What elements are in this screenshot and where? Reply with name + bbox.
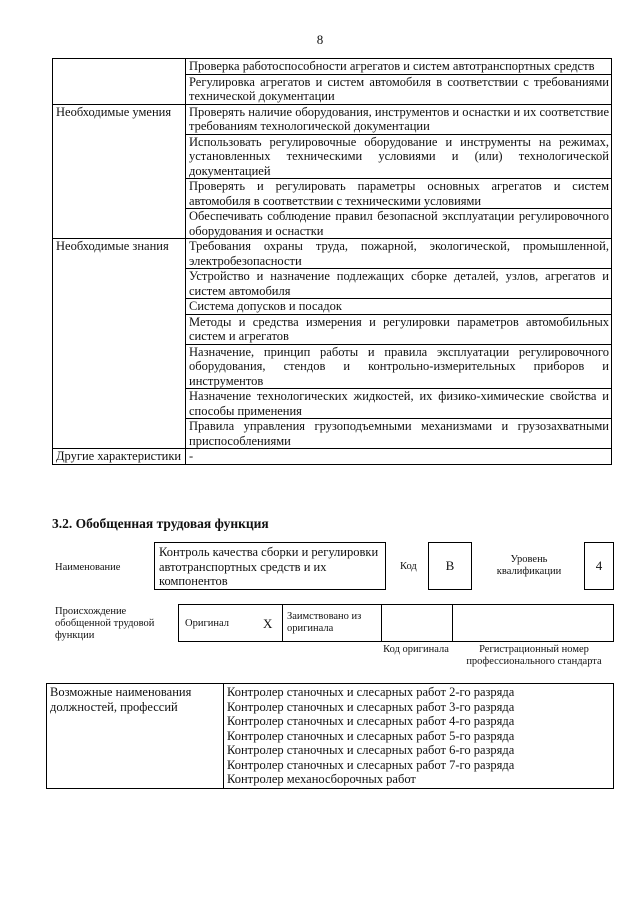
position-item: Контролер станочных и слесарных работ 6-го разряда (227, 743, 515, 757)
requirement-row (53, 104, 612, 134)
requirement-item: Проверять наличие оборудования, инструментов и оснастки и их соответствие требованиям технологической документации (186, 104, 612, 134)
gtf-code-label: Код (400, 561, 417, 572)
origin-label: Происхождение обобщенной трудовой функции (55, 606, 155, 641)
gtf-level-box (584, 542, 614, 590)
requirement-item: Требования охраны труда, пожарной, экологической, промышленной, электробезопасности (186, 239, 612, 269)
requirement-item: Устройство и назначение подлежащих сборке деталей, узлов, агрегатов и систем автомобиля (186, 269, 612, 299)
requirement-category: Необходимые умения (53, 104, 186, 239)
section-heading: 3.2. Обобщенная трудовая функция (52, 516, 269, 531)
requirement-item: Проверять и регулировать параметры основных агрегатов и систем автомобиля в соответствии с техническими условиями (186, 179, 612, 209)
origin-original-mark: X (263, 616, 273, 631)
requirement-category: Необходимые знания (53, 239, 186, 449)
positions-row (47, 684, 614, 789)
requirement-item: Правила управления грузоподъемными механизмами и грузозахватными приспособлениями (186, 419, 612, 449)
gtf-level-value: 4 (595, 558, 603, 573)
positions-table (46, 683, 614, 789)
position-item: Контролер станочных и слесарных работ 7-го разряда (227, 757, 515, 772)
requirement-item: Система допусков и посадок (186, 299, 612, 315)
requirement-item: Использовать регулировочные оборудование и инструменты на режимах, установленных техническими условиями и (или) технологической документацией (186, 134, 612, 179)
gtf-name-box (154, 542, 386, 590)
position-item: Контролер станочных и слесарных работ 3-го разряда (227, 699, 515, 714)
gtf-name-value: Контроль качества сборки и регулировки автотранспортных средств и их компонентов (159, 545, 379, 588)
requirement-item: Назначение, принцип работы и правила эксплуатации регулировочного оборудования, стендов и контрольно-измерительных приборов и инструментов (186, 344, 612, 389)
gtf-code-value: B (445, 558, 455, 573)
requirement-item: Регулировка агрегатов и систем автомобиля в соответствии с требованиями технической документации (186, 74, 612, 104)
requirement-item: Методы и средства измерения и регулировки параметров автомобильных систем и агрегатов (186, 314, 612, 344)
origin-divider-3 (452, 605, 453, 641)
origin-original-label: Оригинал (185, 618, 229, 629)
requirement-row (53, 239, 612, 269)
requirement-item: Проверка работоспособности агрегатов и систем автотранспортных средств (186, 59, 612, 75)
positions-label: Возможные наименования должностей, профессий (47, 684, 224, 789)
requirement-row (53, 449, 612, 465)
origin-divider-1 (282, 605, 283, 641)
position-item: Контролер станочных и слесарных работ 5-го разряда (227, 728, 515, 743)
gtf-code-box (428, 542, 472, 590)
requirement-category (53, 59, 186, 105)
gtf-name-label: Наименование (55, 562, 121, 573)
requirements-table (52, 58, 612, 465)
position-item: Контролер механосборочных работ (227, 772, 416, 786)
origin-box (178, 604, 614, 642)
gtf-level-label: Уровень квалификации (496, 554, 562, 577)
origin-divider-2 (381, 605, 382, 641)
position-item: Контролер станочных и слесарных работ 2-го разряда (227, 685, 515, 699)
requirement-row (53, 59, 612, 75)
page-number: 8 (316, 32, 324, 47)
requirement-category: Другие характеристики (53, 449, 186, 465)
position-item: Контролер станочных и слесарных работ 4-го разряда (227, 714, 515, 728)
requirement-item: Назначение технологических жидкостей, их физико-химические свойства и способы применения (186, 389, 612, 419)
requirement-item: - (186, 449, 612, 465)
origin-reg-caption: Регистрационный номер профессионального стандарта (466, 644, 602, 667)
origin-code-caption: Код оригинала (383, 644, 449, 655)
origin-borrowed-label: Заимствовано из оригинала (287, 611, 362, 634)
positions-list (224, 684, 614, 789)
requirement-item: Обеспечивать соблюдение правил безопасной эксплуатации регулировочного оборудования и оснастки (186, 209, 612, 239)
